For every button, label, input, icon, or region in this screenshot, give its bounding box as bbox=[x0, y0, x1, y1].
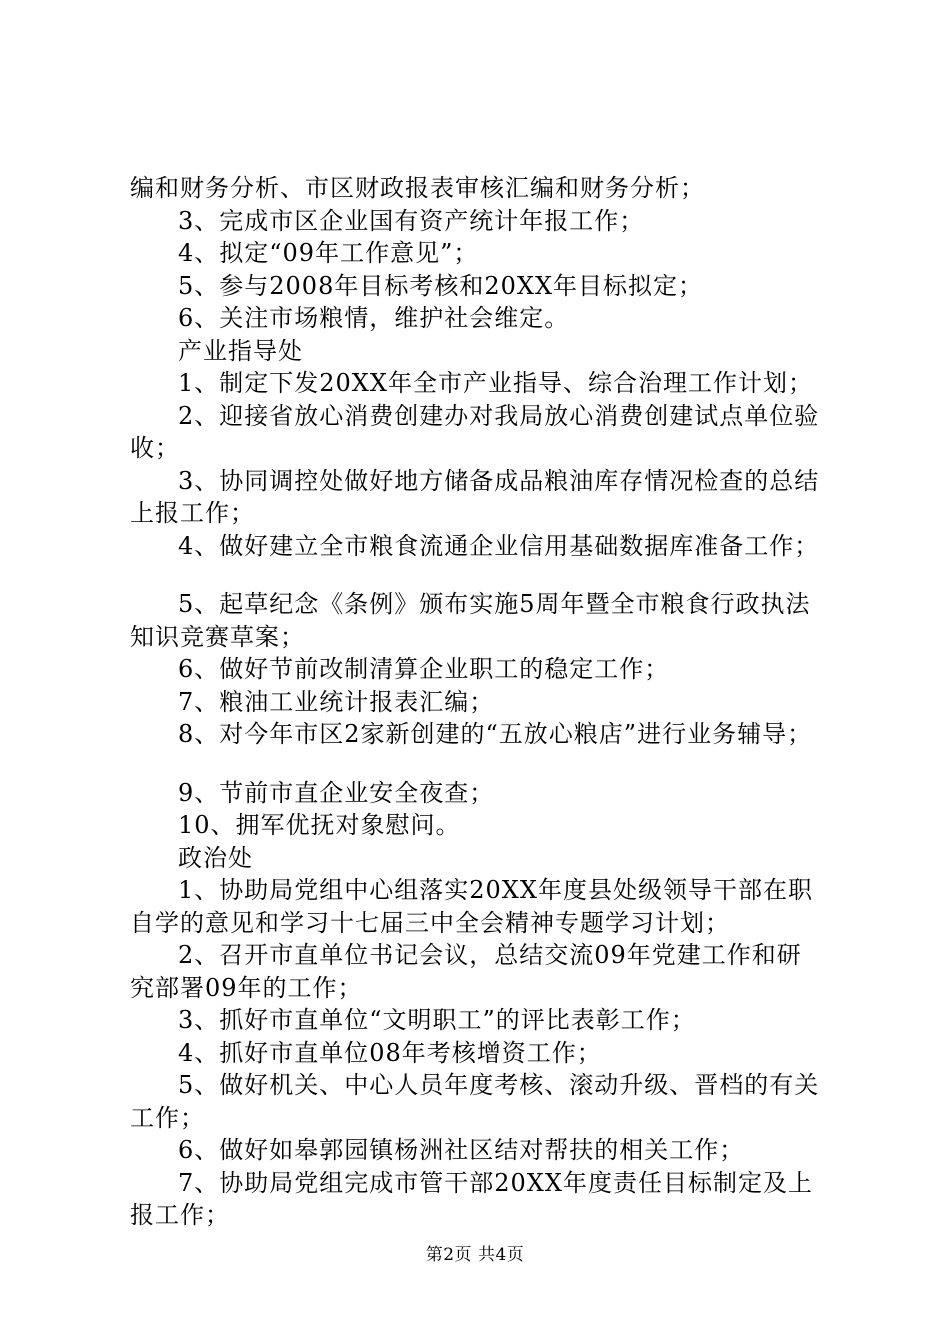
text-line: 5、做好机关、中心人员年度考核、滚动升级、晋档的有关 bbox=[178, 1071, 820, 1099]
text-line: 工作； bbox=[130, 1103, 205, 1132]
section-heading: 政治处 bbox=[178, 843, 253, 872]
text-line: 6、关注市场粮情，维护社会维定。 bbox=[178, 304, 570, 332]
text-line: 3、完成市区企业国有资产统计年报工作； bbox=[178, 206, 645, 235]
page-number-footer: 第2页 共4页 bbox=[425, 1245, 525, 1265]
text-line: 6、做好如皋郭园镇杨洲社区结对帮扶的相关工作； bbox=[178, 1136, 745, 1164]
text-line: 4、拟定“09年工作意见”； bbox=[178, 239, 479, 267]
blank-line bbox=[130, 562, 850, 588]
text-line: 4、抓好市直单位08年考核增资工作； bbox=[178, 1038, 602, 1067]
text-line: 2、迎接省放心消费创建办对我局放心消费创建试点单位验 bbox=[178, 401, 820, 430]
text-line: 1、制定下发20XX年全市产业指导、综合治理工作计划； bbox=[178, 369, 813, 397]
text-line: 自学的意见和学习十七届三中全会精神专题学习计划； bbox=[130, 908, 730, 937]
text-line: 10、拥军优抚对象慰问。 bbox=[178, 811, 461, 839]
text-line: 1、协助局党组中心组落实20XX年度县处级领导干部在职 bbox=[178, 876, 813, 904]
text-line: 编和财务分析、市区财政报表审核汇编和财务分析； bbox=[130, 174, 705, 202]
section-heading: 产业指导处 bbox=[178, 336, 303, 365]
document-body bbox=[130, 172, 850, 1232]
text-line: 收； bbox=[130, 434, 180, 462]
text-line: 8、对今年市区2家新创建的“五放心粮店”进行业务辅导； bbox=[178, 720, 813, 748]
text-line: 9、节前市直企业安全夜查； bbox=[178, 778, 495, 807]
text-line: 5、起草纪念《条例》颁布实施5周年暨全市粮食行政执法 bbox=[178, 590, 811, 618]
text-line: 知识竞赛草案； bbox=[130, 622, 305, 651]
text-line: 4、做好建立全市粮食流通企业信用基础数据库准备工作； bbox=[178, 531, 820, 560]
text-line: 2、召开市直单位书记会议，总结交流09年党建工作和研 bbox=[178, 941, 802, 969]
text-line: 究部署09年的工作； bbox=[130, 973, 363, 1002]
text-line: 3、抓好市直单位“文明职工”的评比表彰工作； bbox=[178, 1006, 696, 1034]
text-line: 7、协助局党组完成市管干部20XX年度责任目标制定及上 bbox=[178, 1168, 813, 1197]
blank-line bbox=[130, 751, 850, 777]
text-line: 3、协同调控处做好地方储备成品粮油库存情况检查的总结 bbox=[178, 466, 820, 495]
text-line: 7、粮油工业统计报表汇编； bbox=[178, 687, 495, 716]
text-line: 5、参与2008年目标考核和20XX年目标拟定； bbox=[178, 271, 704, 300]
text-line: 报工作； bbox=[130, 1201, 230, 1229]
text-line: 上报工作； bbox=[130, 499, 255, 527]
text-line: 6、做好节前改制清算企业职工的稳定工作； bbox=[178, 655, 670, 683]
